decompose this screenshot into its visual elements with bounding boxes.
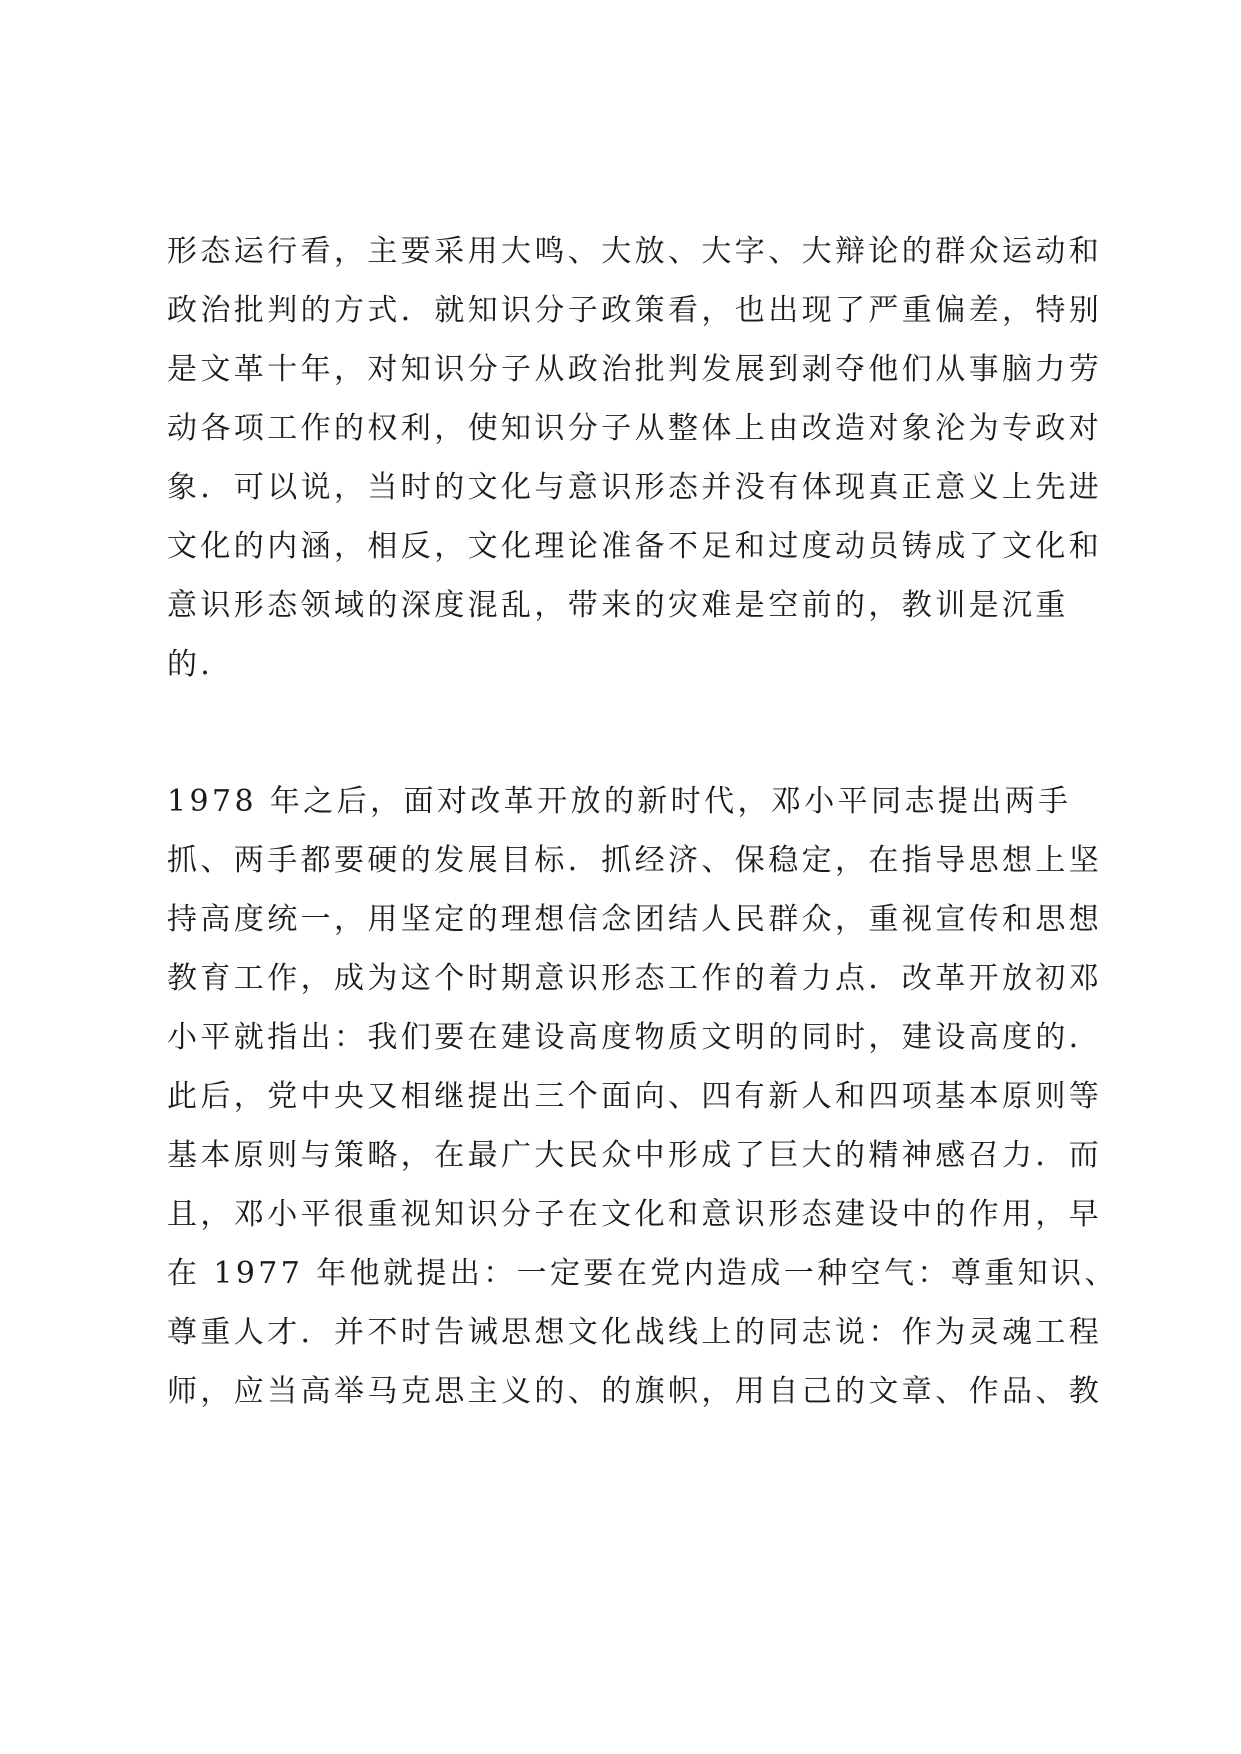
paragraph-2 [167,772,1118,1421]
text-line: 在 1977 年他就提出：一定要在党内造成一种空气：尊重知识、 [167,1256,1118,1291]
text-line: 1978 年之后，面对改革开放的新时代，邓小平同志提出两手 [167,784,1072,819]
text-line: 意识形态领域的深度混乱，带来的灾难是空前的，教训是沉重 [167,588,1069,623]
text-line: 且，邓小平很重视知识分子在文化和意识形态建设中的作用，早 [167,1197,1103,1232]
text-line: 尊重人才．并不时告诫思想文化战线上的同志说：作为灵魂工程 [167,1315,1103,1350]
text-line: 形态运行看，主要采用大鸣、大放、大字、大辩论的群众运动和 [167,234,1103,269]
text-line: 此后，党中央又相继提出三个面向、四有新人和四项基本原则等 [167,1079,1103,1114]
paragraph-1 [167,222,1103,694]
text-line: 象．可以说，当时的文化与意识形态并没有体现真正意义上先进 [167,470,1103,505]
text-line: 动各项工作的权利，使知识分子从整体上由改造对象沦为专政对 [167,411,1103,446]
text-line: 抓、两手都要硬的发展目标．抓经济、保稳定，在指导思想上坚 [167,843,1103,878]
text-line: 教育工作，成为这个时期意识形态工作的着力点．改革开放初邓 [167,961,1103,996]
text-line: 小平就指出：我们要在建设高度物质文明的同时，建设高度的． [167,1020,1103,1055]
text-line: 政治批判的方式．就知识分子政策看，也出现了严重偏差，特别 [167,293,1103,328]
text-line: 是文革十年，对知识分子从政治批判发展到剥夺他们从事脑力劳 [167,352,1103,387]
text-line: 文化的内涵，相反，文化理论准备不足和过度动员铸成了文化和 [167,529,1103,564]
text-line: 基本原则与策略，在最广大民众中形成了巨大的精神感召力．而 [167,1138,1103,1173]
text-line: 师，应当高举马克思主义的、的旗帜，用自己的文章、作品、教 [167,1374,1103,1409]
text-line: 持高度统一，用坚定的理想信念团结人民群众，重视宣传和思想 [167,902,1103,937]
text-line: 的． [167,647,234,682]
